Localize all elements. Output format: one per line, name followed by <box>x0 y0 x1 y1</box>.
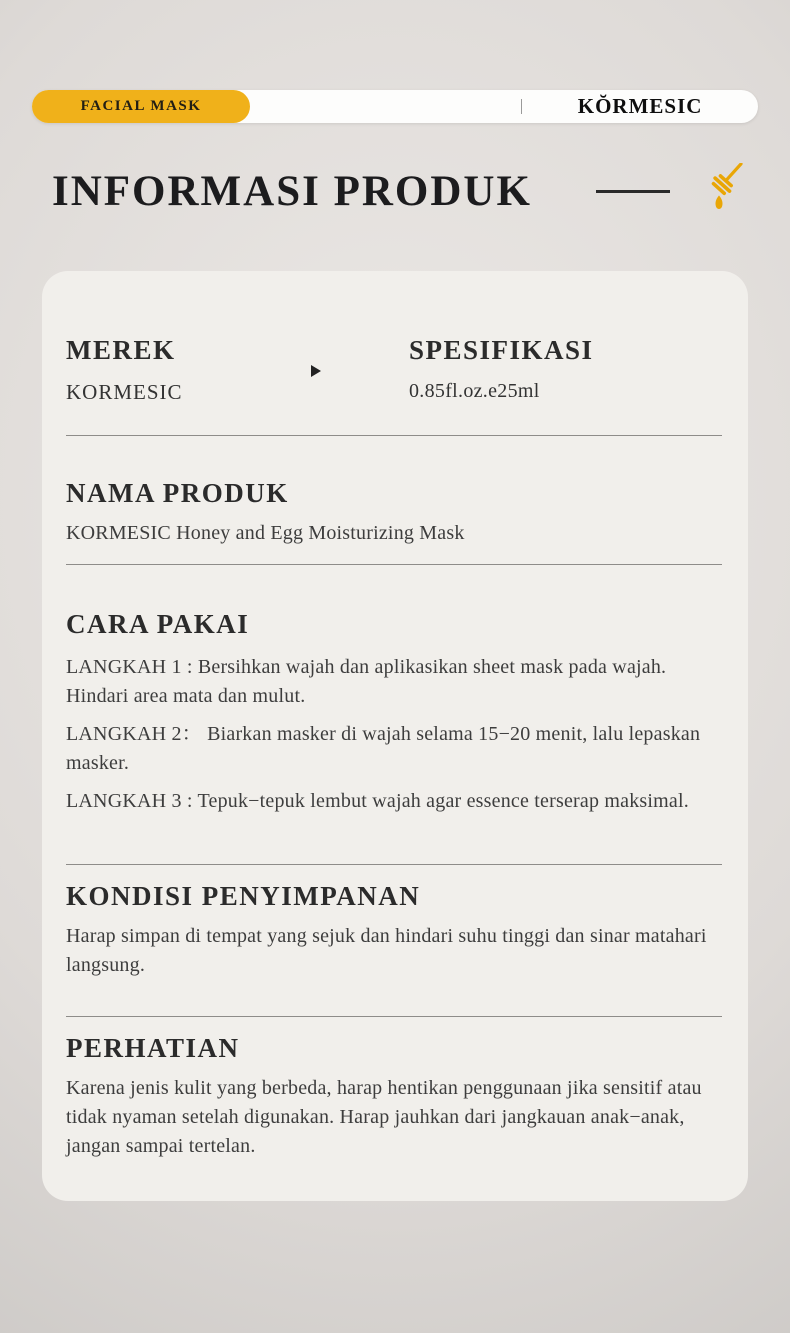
brand-label: MEREK <box>66 335 176 365</box>
page-title: INFORMASI PRODUK <box>52 167 532 215</box>
storage-label: KONDISI PENYIMPANAN <box>66 881 421 911</box>
brand-column <box>66 335 311 405</box>
section-divider <box>66 435 722 436</box>
badge-label: FACIAL MASK <box>80 98 202 114</box>
spec-label: SPESIFIKASI <box>409 335 594 365</box>
usage-step: LANGKAH 2： Biarkan masker di wajah selama 15−20 menit, lalu lepaskan masker. <box>66 723 701 774</box>
info-card <box>42 271 748 1201</box>
spec-value: 0.85fl.oz.e25ml <box>409 380 540 402</box>
caution-label: PERHATIAN <box>66 1033 240 1063</box>
honey-dipper-icon <box>698 163 746 219</box>
storage-text: Harap simpan di tempat yang sejuk dan hindari suhu tinggi dan sinar matahari langsung. <box>66 925 707 976</box>
product-name-label: NAMA PRODUK <box>66 478 289 508</box>
section-divider <box>66 864 722 865</box>
top-bar-right <box>250 90 758 123</box>
usage-step: LANGKAH 3 : Tepuk−tepuk lembut wajah agar essence terserap maksimal. <box>66 790 689 812</box>
title-row <box>52 163 746 219</box>
usage-label: CARA PAKAI <box>66 609 250 639</box>
caution-section <box>66 1033 722 1161</box>
top-bar <box>32 90 758 123</box>
product-name-section <box>66 478 722 548</box>
usage-steps <box>66 653 722 816</box>
storage-section <box>66 881 722 980</box>
spec-column <box>409 335 594 403</box>
brand-logo: KŎRMESIC <box>577 94 703 118</box>
usage-section <box>66 609 722 816</box>
section-divider <box>66 564 722 565</box>
brand-value: KORMESIC <box>66 380 183 404</box>
title-dash <box>596 190 670 193</box>
caution-text: Karena jenis kulit yang berbeda, harap hentikan penggunaan jika sensitif atau tidak nyaman setelah digunakan. Harap jauhkan dari jangkauan anak−anak, jangan sampai tertelan. <box>66 1077 702 1157</box>
usage-step: LANGKAH 1 : Bersihkan wajah dan aplikasikan sheet mask pada wajah. Hindari area mata dan mulut. <box>66 656 667 707</box>
section-divider <box>66 1016 722 1017</box>
arrow-right-icon <box>311 365 321 377</box>
product-name-value: KORMESIC Honey and Egg Moisturizing Mask <box>66 522 465 544</box>
brand-spec-row <box>66 335 722 405</box>
facial-mask-badge <box>32 90 250 123</box>
